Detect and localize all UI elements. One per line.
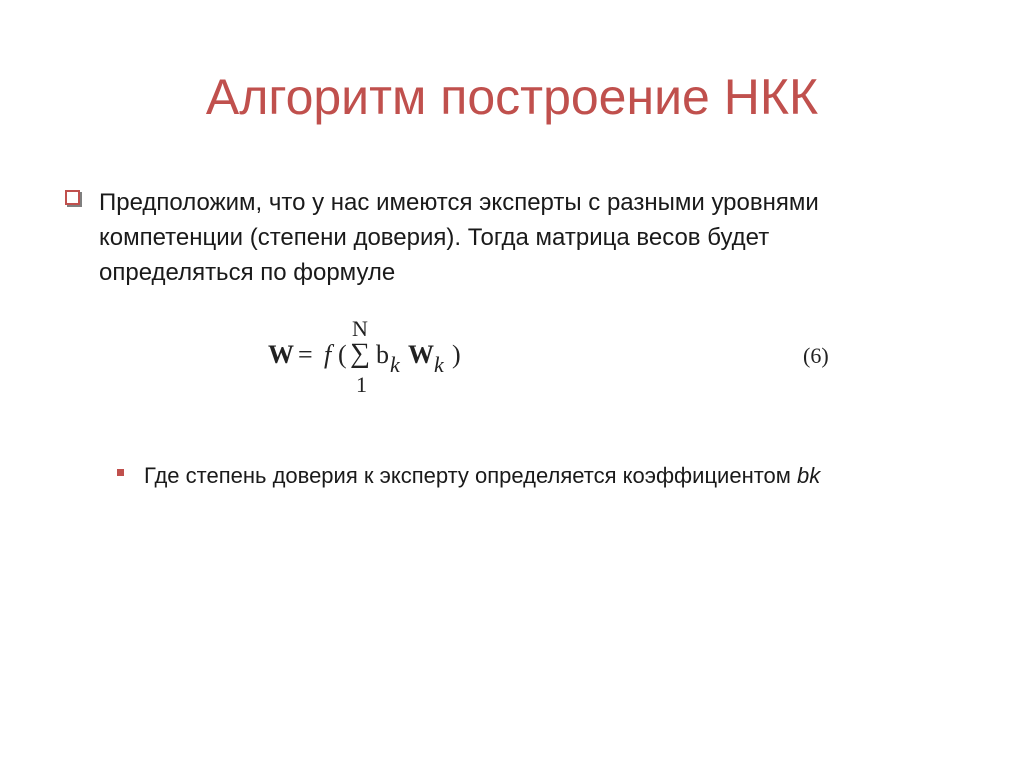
weight-matrix-formula (268, 318, 848, 400)
formula-number: (6) (803, 343, 829, 368)
checkbox-bullet-icon (65, 190, 80, 205)
formula-sum-symbol: ∑ (350, 338, 370, 369)
bullet-item-trust (117, 460, 997, 492)
formula-sum-lower-limit: 1 (356, 372, 367, 397)
formula-close-paren: ) (452, 340, 461, 369)
formula-function: f (324, 340, 332, 369)
formula-matrix: W (408, 340, 434, 369)
bullet-item-intro (65, 185, 925, 290)
formula-coefficient-subscript: k (390, 352, 400, 377)
square-bullet-icon (117, 469, 124, 476)
slide-title: Алгоритм построение НКК (205, 69, 819, 125)
formula-open-paren: ( (338, 340, 347, 369)
formula-lhs: W (268, 340, 294, 369)
formula-coefficient: b (376, 340, 389, 369)
bullet-intro-text: Предположим, что у нас имеются эксперты с разными уровнями компетенции (степени доверия). Тогда матрица весов будет определяться по формуле (99, 189, 819, 286)
bullet-trust-text (144, 460, 997, 492)
bullet-trust-main: Где степень доверия к эксперту определяется коэффициентом (144, 463, 798, 488)
formula-equals: = (298, 340, 313, 369)
formula-matrix-subscript: k (434, 352, 444, 377)
formula-sum-upper-limit: N (352, 316, 368, 341)
bullet-trust-variable: bk (797, 463, 821, 488)
